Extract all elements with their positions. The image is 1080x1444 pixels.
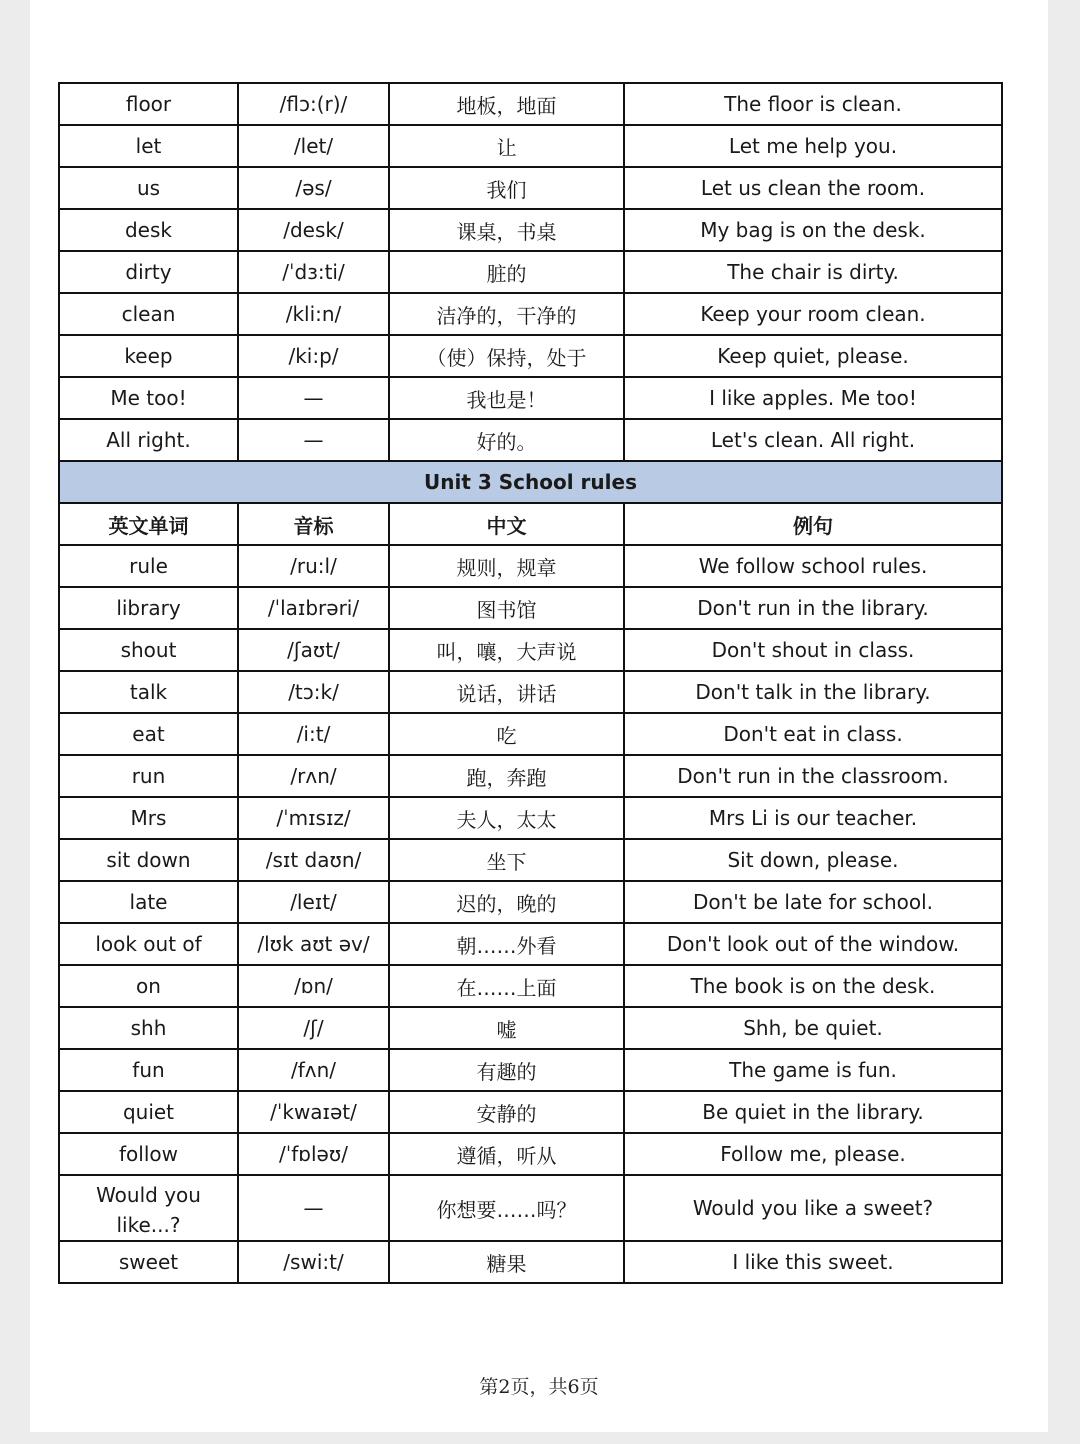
cell-chinese: 迟的，晚的	[389, 881, 624, 923]
cell-word: shout	[59, 629, 238, 671]
cell-example: Don't look out of the window.	[624, 923, 1002, 965]
cell-example: We follow school rules.	[624, 545, 1002, 587]
cell-example: Let's clean. All right.	[624, 419, 1002, 461]
cell-phonetic: /let/	[238, 125, 389, 167]
cell-chinese: 坐下	[389, 839, 624, 881]
cell-phonetic: —	[238, 377, 389, 419]
unit-section-header	[59, 461, 1002, 545]
table-row	[59, 125, 1002, 167]
cell-chinese: 图书馆	[389, 587, 624, 629]
cell-word: fun	[59, 1049, 238, 1091]
cell-word: late	[59, 881, 238, 923]
cell-phonetic: /kli:n/	[238, 293, 389, 335]
cell-example: Don't talk in the library.	[624, 671, 1002, 713]
header-example: 例句	[624, 503, 1002, 545]
cell-chinese: 朝……外看	[389, 923, 624, 965]
cell-phonetic: /əs/	[238, 167, 389, 209]
vocab-rows-unit-3	[59, 545, 1002, 1283]
cell-example: Don't shout in class.	[624, 629, 1002, 671]
cell-chinese: 糖果	[389, 1241, 624, 1283]
table-row	[59, 377, 1002, 419]
cell-example: Keep quiet, please.	[624, 335, 1002, 377]
cell-example: My bag is on the desk.	[624, 209, 1002, 251]
table-row	[59, 629, 1002, 671]
cell-chinese: 吃	[389, 713, 624, 755]
cell-example: Mrs Li is our teacher.	[624, 797, 1002, 839]
cell-phonetic: /leɪt/	[238, 881, 389, 923]
page-number-footer: 第2页，共6页	[479, 1376, 599, 1398]
cell-word: Mrs	[59, 797, 238, 839]
cell-phonetic: /ru:l/	[238, 545, 389, 587]
cell-chinese: 好的。	[389, 419, 624, 461]
cell-word: us	[59, 167, 238, 209]
cell-example: Don't be late for school.	[624, 881, 1002, 923]
cell-example: Follow me, please.	[624, 1133, 1002, 1175]
unit-title-row	[59, 461, 1002, 503]
cell-example: The chair is dirty.	[624, 251, 1002, 293]
cell-chinese: 我们	[389, 167, 624, 209]
cell-phonetic: /ʃaʊt/	[238, 629, 389, 671]
cell-word: talk	[59, 671, 238, 713]
cell-word: run	[59, 755, 238, 797]
cell-chinese: 洁净的，干净的	[389, 293, 624, 335]
table-row	[59, 167, 1002, 209]
cell-example: Sit down, please.	[624, 839, 1002, 881]
cell-phonetic: /fʌn/	[238, 1049, 389, 1091]
cell-example: Keep your room clean.	[624, 293, 1002, 335]
cell-word: Would you like...?	[59, 1175, 238, 1241]
header-chinese: 中文	[389, 503, 624, 545]
cell-example: Be quiet in the library.	[624, 1091, 1002, 1133]
cell-example: Shh, be quiet.	[624, 1007, 1002, 1049]
table-row	[59, 755, 1002, 797]
cell-phonetic: /ˈlaɪbrəri/	[238, 587, 389, 629]
cell-example: Would you like a sweet?	[624, 1175, 1002, 1241]
cell-chinese: 规则，规章	[389, 545, 624, 587]
table-row	[59, 1175, 1002, 1241]
table-row	[59, 965, 1002, 1007]
table-row	[59, 1133, 1002, 1175]
cell-phonetic: /lʊk aʊt əv/	[238, 923, 389, 965]
cell-example: The game is fun.	[624, 1049, 1002, 1091]
table-row	[59, 1049, 1002, 1091]
cell-phonetic: —	[238, 1175, 389, 1241]
cell-example: I like this sweet.	[624, 1241, 1002, 1283]
table-row	[59, 839, 1002, 881]
cell-word: follow	[59, 1133, 238, 1175]
table-row	[59, 1241, 1002, 1283]
table-row	[59, 335, 1002, 377]
cell-word: shh	[59, 1007, 238, 1049]
cell-word: library	[59, 587, 238, 629]
cell-word: dirty	[59, 251, 238, 293]
cell-example: Let me help you.	[624, 125, 1002, 167]
cell-chinese: 你想要……吗？	[389, 1175, 624, 1241]
cell-word: All right.	[59, 419, 238, 461]
vocabulary-table	[58, 82, 1003, 1284]
cell-phonetic: /flɔ:(r)/	[238, 83, 389, 125]
table-row	[59, 881, 1002, 923]
cell-chinese: 说话，讲话	[389, 671, 624, 713]
table-row	[59, 713, 1002, 755]
cell-word: on	[59, 965, 238, 1007]
table-row	[59, 545, 1002, 587]
cell-chinese: 在……上面	[389, 965, 624, 1007]
cell-chinese: 我也是！	[389, 377, 624, 419]
table-row	[59, 251, 1002, 293]
cell-example: The book is on the desk.	[624, 965, 1002, 1007]
cell-example: Don't eat in class.	[624, 713, 1002, 755]
cell-chinese: 叫，嚷，大声说	[389, 629, 624, 671]
cell-word: desk	[59, 209, 238, 251]
cell-chinese: 遵循，听从	[389, 1133, 624, 1175]
cell-example: Let us clean the room.	[624, 167, 1002, 209]
header-ipa: 音标	[238, 503, 389, 545]
header-word: 英文单词	[59, 503, 238, 545]
cell-phonetic: /ɒn/	[238, 965, 389, 1007]
table-row	[59, 1091, 1002, 1133]
column-header-row	[59, 503, 1002, 545]
table-row	[59, 587, 1002, 629]
cell-word: let	[59, 125, 238, 167]
table-row	[59, 1007, 1002, 1049]
document-page	[30, 0, 1048, 1432]
cell-phonetic: /ˈfɒləʊ/	[238, 1133, 389, 1175]
cell-phonetic: /ki:p/	[238, 335, 389, 377]
table-row	[59, 419, 1002, 461]
cell-word: look out of	[59, 923, 238, 965]
cell-chinese: 脏的	[389, 251, 624, 293]
cell-word: floor	[59, 83, 238, 125]
cell-word: keep	[59, 335, 238, 377]
cell-phonetic: /desk/	[238, 209, 389, 251]
table-row	[59, 797, 1002, 839]
cell-word: Me too!	[59, 377, 238, 419]
cell-word: rule	[59, 545, 238, 587]
cell-phonetic: /rʌn/	[238, 755, 389, 797]
cell-phonetic: /ʃ/	[238, 1007, 389, 1049]
cell-example: Don't run in the library.	[624, 587, 1002, 629]
cell-phonetic: /sɪt daʊn/	[238, 839, 389, 881]
cell-word: quiet	[59, 1091, 238, 1133]
cell-chinese: 有趣的	[389, 1049, 624, 1091]
cell-chinese: 让	[389, 125, 624, 167]
cell-word: eat	[59, 713, 238, 755]
cell-phonetic: /tɔ:k/	[238, 671, 389, 713]
cell-word: clean	[59, 293, 238, 335]
cell-example: I like apples. Me too!	[624, 377, 1002, 419]
cell-phonetic: /ˈmɪsɪz/	[238, 797, 389, 839]
cell-chinese: （使）保持，处于	[389, 335, 624, 377]
cell-phonetic: /ˈdɜ:ti/	[238, 251, 389, 293]
cell-word: sit down	[59, 839, 238, 881]
table-row	[59, 671, 1002, 713]
cell-word: sweet	[59, 1241, 238, 1283]
unit-title: Unit 3 School rules	[59, 461, 1002, 503]
cell-example: The floor is clean.	[624, 83, 1002, 125]
cell-chinese: 夫人，太太	[389, 797, 624, 839]
table-row	[59, 83, 1002, 125]
cell-phonetic: /ˈkwaɪət/	[238, 1091, 389, 1133]
cell-phonetic: /i:t/	[238, 713, 389, 755]
cell-phonetic: /swi:t/	[238, 1241, 389, 1283]
cell-chinese: 嘘	[389, 1007, 624, 1049]
cell-example: Don't run in the classroom.	[624, 755, 1002, 797]
table-row	[59, 209, 1002, 251]
vocab-rows-before-unit	[59, 83, 1002, 461]
cell-chinese: 安静的	[389, 1091, 624, 1133]
table-row	[59, 923, 1002, 965]
cell-chinese: 跑，奔跑	[389, 755, 624, 797]
cell-chinese: 地板，地面	[389, 83, 624, 125]
table-row	[59, 293, 1002, 335]
cell-chinese: 课桌，书桌	[389, 209, 624, 251]
cell-phonetic: —	[238, 419, 389, 461]
